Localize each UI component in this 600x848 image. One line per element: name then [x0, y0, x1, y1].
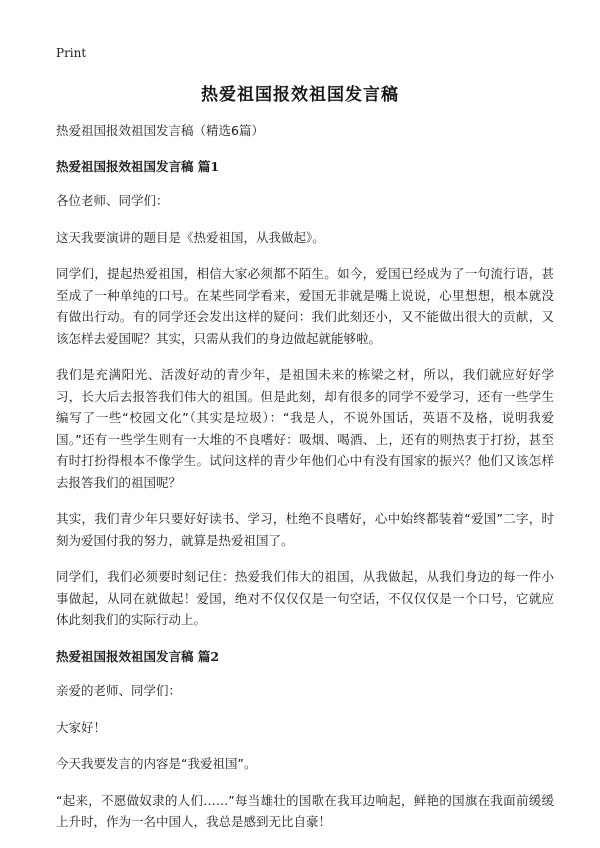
paragraph: 我们是充满阳光、活泼好动的青少年，是祖国未来的栋梁之材，所以，我们就应好好学习，长大后去报答我们伟大的祖国。但是此刻，却有很多的同学不爱学习，还有一些学生编写了一些“校园文化”（其实是垃圾）：“我是人，不说外国话，英语不及格，说明我爱国。”还有一些学生则有一大堆的不良嗜好：吸烟、喝酒、上，还有的则热衷于打扮，甚至有时打扮得根本不像学生。试问这样的青少年他们心中有没有国家的振兴？他们又该怎样去报答我们的祖国呢？ — [56, 367, 554, 490]
section-heading: 热爱祖国报效祖国发言稿 篇2 — [56, 648, 220, 664]
paragraph: 其实，我们青少年只要好好读书、学习，杜绝不良嗜好，心中始终都装着“爱国”二字，时刻为爱国付我的努力，就算是热爱祖国了。 — [56, 511, 554, 548]
print-link[interactable]: Print — [56, 46, 87, 60]
document-body — [56, 120, 554, 848]
section-heading: 热爱祖国报效祖国发言稿 篇1 — [56, 158, 220, 174]
paragraph: 同学们，提起热爱祖国，相信大家必须都不陌生。如今，爱国已经成为了一句流行语，甚至成了一种单纯的口号。在某些同学看来，爱国无非就是嘴上说说，心里想想，根本就没有做出行动。有的同学还会发出这样的疑问：我们此刻还小，又不能做出很大的贡献，又该怎样去爱国呢？其实，只需从我们的身边做起就能够啦。 — [56, 266, 554, 346]
paragraph: “起来，不愿做奴隶的人们……”每当雄壮的国歌在我耳边响起，鲜艳的国旗在我面前缓缓上升时，作为一名中国人，我总是感到无比自豪！ — [56, 792, 554, 829]
section-2 — [56, 646, 554, 833]
paragraph: 今天我要发言的内容是“我爱祖国”。 — [56, 756, 257, 771]
document-subtitle: 热爱祖国报效祖国发言稿（精选6篇） — [56, 123, 264, 138]
paragraph: 大家好！ — [56, 719, 107, 735]
section-1 — [56, 156, 554, 631]
paragraph: 这天我要演讲的题目是《热爱祖国，从我做起》。 — [56, 229, 325, 245]
salutation: 各位老师、同学们： — [56, 193, 169, 208]
paragraph: 同学们，我们必须要时刻记住：热爱我们伟大的祖国，从我做起，从我们身边的每一件小事做起，从同在就做起！爱国，绝对不仅仅仅是一句空话，不仅仅仅是一个口号，它就应体此刻我们的实际行动上。 — [56, 569, 554, 627]
page-title: 热爱祖国报效祖国发言稿 — [201, 85, 399, 105]
salutation: 亲爱的老师、同学们： — [56, 683, 182, 698]
